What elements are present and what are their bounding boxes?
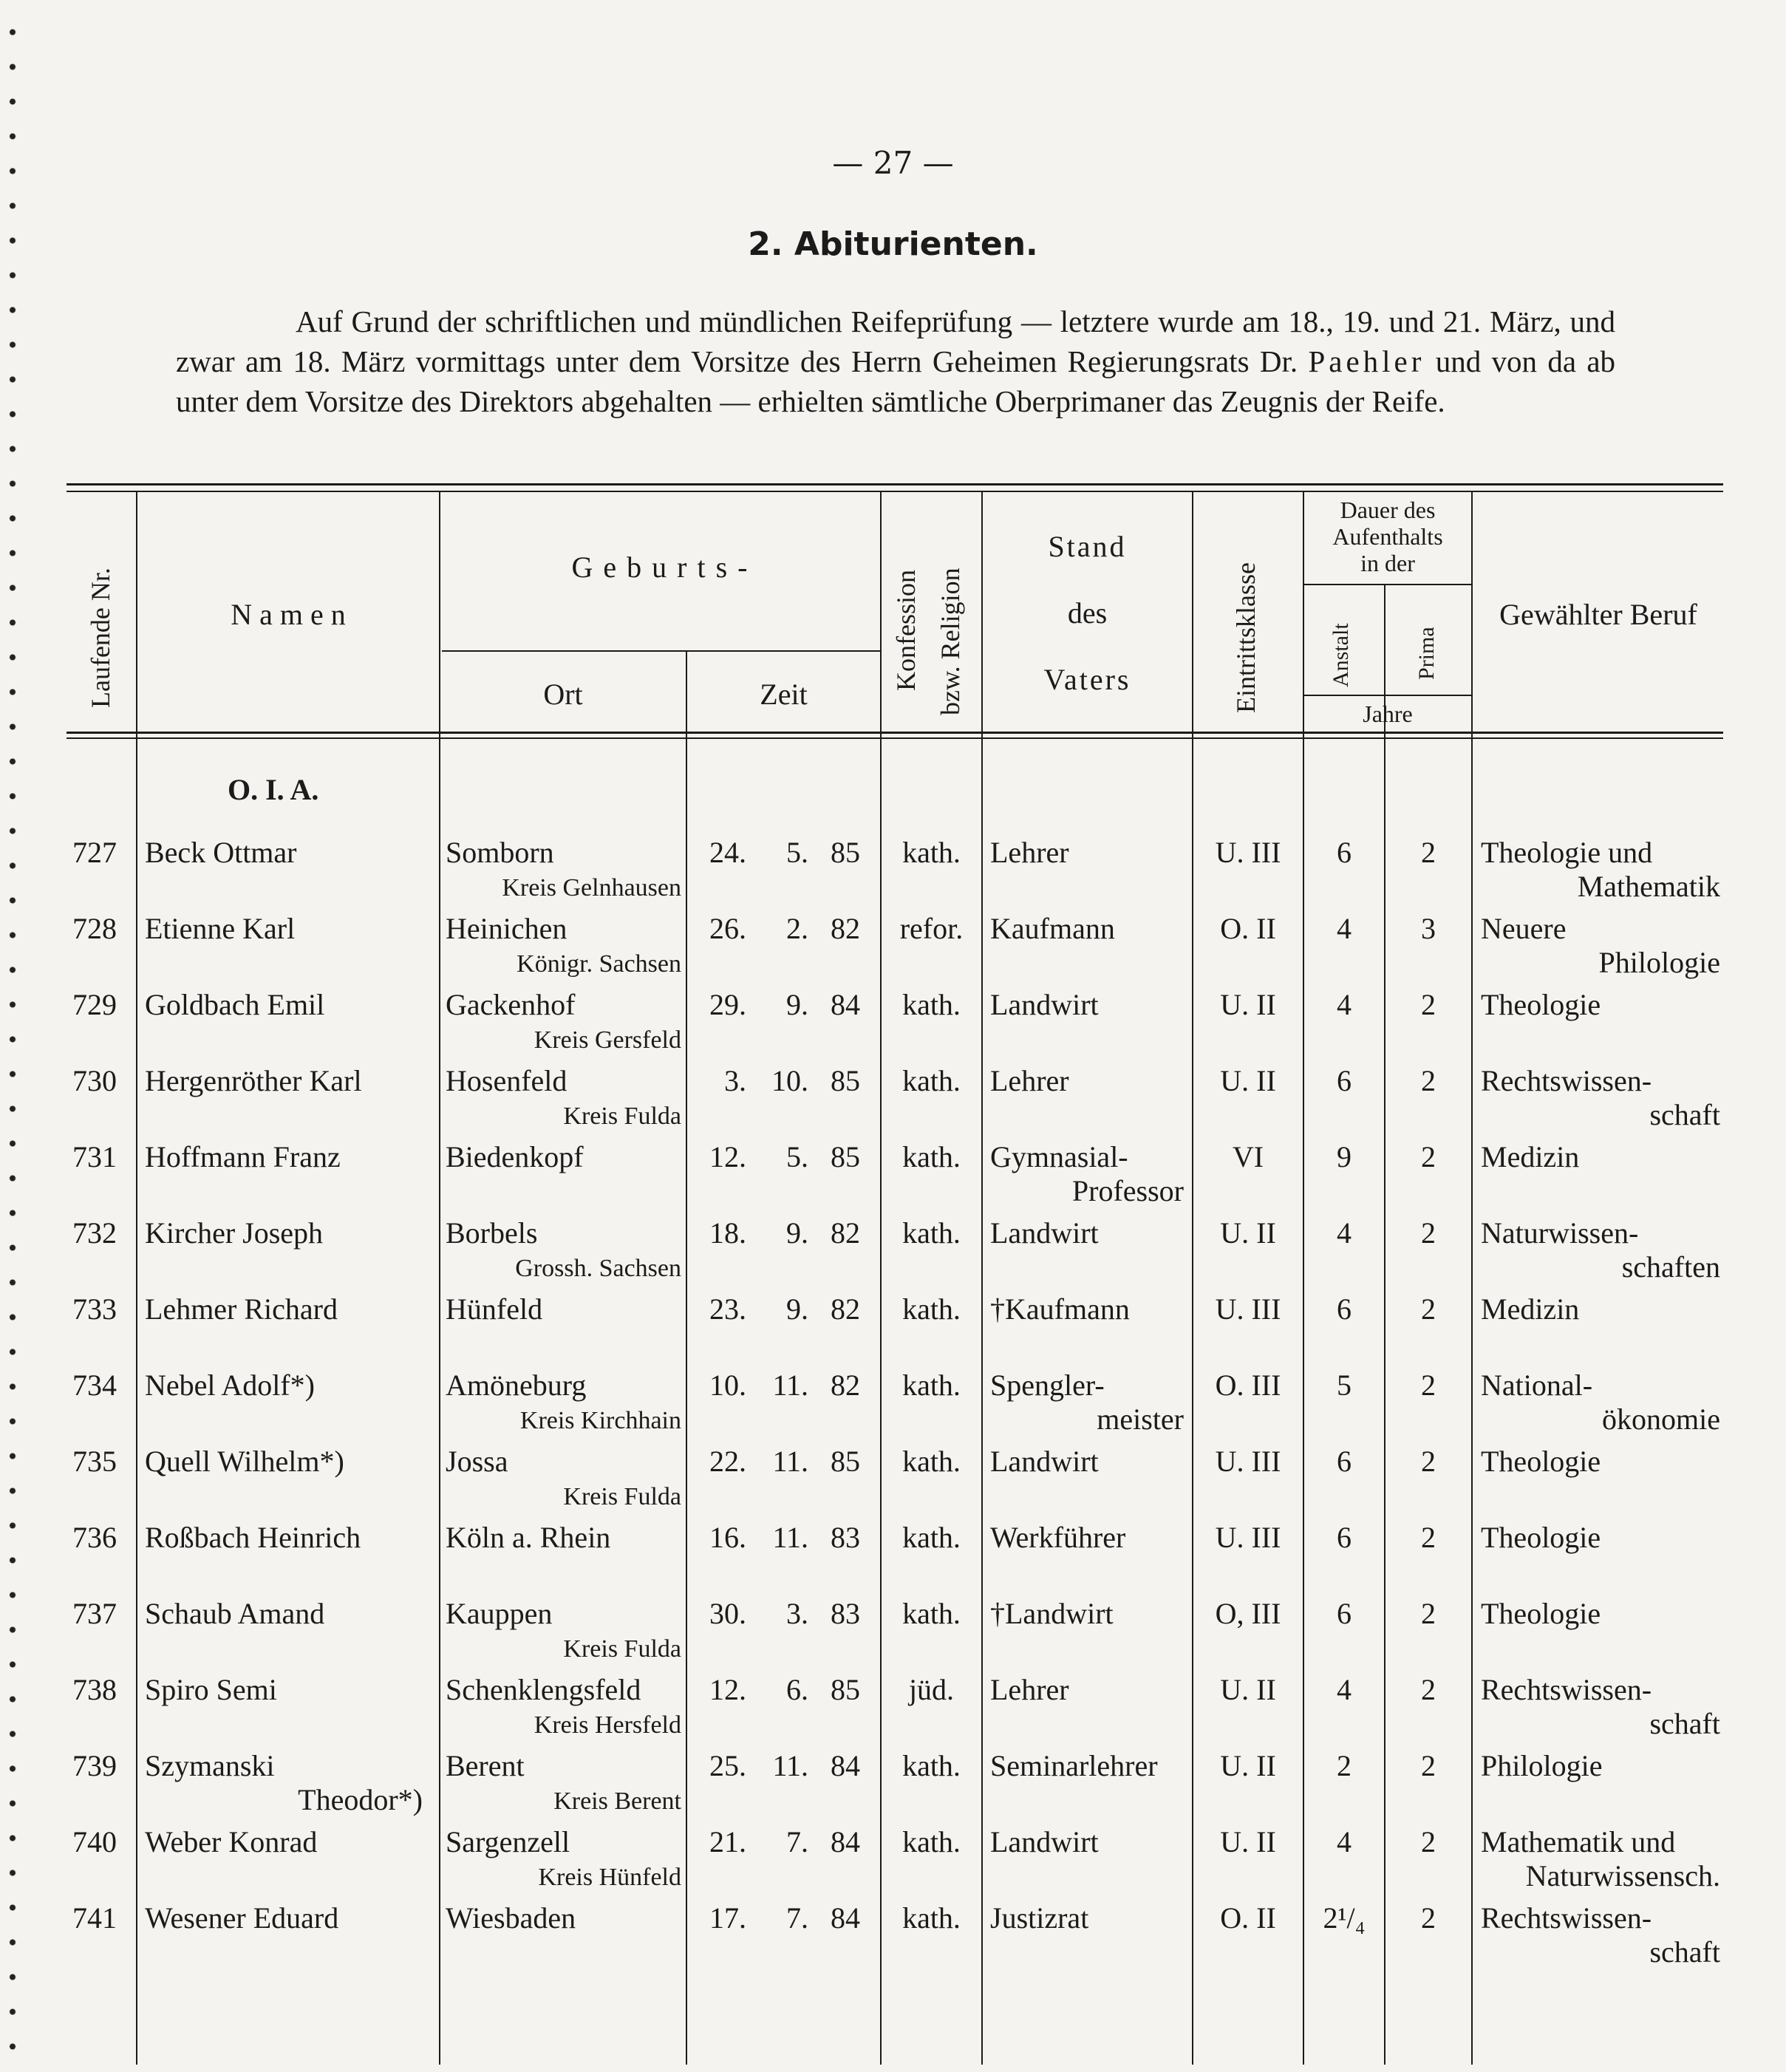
row-birth-month: 11. bbox=[772, 1445, 808, 1478]
row-years-school: 9 bbox=[1337, 1140, 1352, 1173]
row-career: Rechtswissen- bbox=[1481, 1064, 1652, 1097]
row-confession: kath. bbox=[902, 1140, 961, 1173]
row-career-cont: schaften bbox=[1621, 1250, 1720, 1284]
row-entry-class: U. II bbox=[1220, 1064, 1276, 1097]
row-name: Kircher Joseph bbox=[145, 1216, 324, 1250]
row-birth-year: 85 bbox=[831, 1064, 860, 1097]
header-stand-2: des bbox=[1067, 596, 1108, 630]
header-geburts: G e b u r t s - bbox=[571, 551, 749, 584]
row-career-cont: schaft bbox=[1649, 1707, 1720, 1740]
row-years-prima: 2 bbox=[1421, 1369, 1436, 1402]
row-birth-month: 7. bbox=[786, 1901, 808, 1935]
header-dauer-3: in der bbox=[1360, 550, 1415, 576]
row-career: Philologie bbox=[1481, 1749, 1603, 1782]
row-birth-day: 12. bbox=[709, 1673, 746, 1706]
table-top-rule-2 bbox=[67, 491, 1723, 492]
row-entry-class: VI bbox=[1232, 1140, 1264, 1173]
row-number: 741 bbox=[72, 1901, 117, 1935]
row-father-occupation: Landwirt bbox=[990, 988, 1099, 1021]
row-name: Beck Ottmar bbox=[145, 836, 297, 869]
row-birthplace-district: Königr. Sachsen bbox=[517, 950, 681, 978]
row-birthplace: Biedenkopf bbox=[446, 1140, 584, 1173]
row-number: 734 bbox=[72, 1369, 117, 1402]
row-name: Schaub Amand bbox=[145, 1597, 325, 1630]
row-birth-day: 10. bbox=[709, 1369, 746, 1402]
header-bottom-rule-2 bbox=[67, 737, 1723, 739]
row-birth-month: 9. bbox=[786, 988, 808, 1021]
col-rule bbox=[981, 491, 983, 2065]
row-birthplace-district: Kreis Fulda bbox=[563, 1483, 681, 1510]
section-title: 2. Abiturienten. bbox=[748, 225, 1038, 263]
row-name: Lehmer Richard bbox=[145, 1292, 338, 1326]
row-years-prima: 2 bbox=[1421, 1140, 1436, 1173]
row-father-occupation: Gymnasial- bbox=[990, 1140, 1128, 1173]
row-birth-year: 85 bbox=[831, 836, 860, 869]
row-years-school: 6 bbox=[1337, 1064, 1352, 1097]
row-years-school: 6 bbox=[1337, 1521, 1352, 1554]
row-confession: kath. bbox=[902, 1369, 961, 1402]
row-birth-month: 2. bbox=[786, 912, 808, 945]
row-years-school: 4 bbox=[1337, 1825, 1352, 1858]
row-birth-year: 82 bbox=[831, 912, 860, 945]
row-birthplace: Heinichen bbox=[446, 912, 568, 945]
header-zeit: Zeit bbox=[760, 678, 808, 711]
row-career: Medizin bbox=[1481, 1292, 1580, 1326]
row-career-cont: Philologie bbox=[1598, 946, 1720, 979]
row-birth-day: 17. bbox=[709, 1901, 746, 1935]
row-father-occupation: †Landwirt bbox=[990, 1597, 1114, 1630]
row-birth-year: 82 bbox=[831, 1292, 860, 1326]
row-birthplace-district: Kreis Gersfeld bbox=[534, 1026, 681, 1054]
row-birth-day: 12. bbox=[709, 1140, 746, 1173]
row-name: Quell Wilhelm*) bbox=[145, 1445, 344, 1478]
row-father-occupation: Kaufmann bbox=[990, 912, 1115, 945]
row-confession: kath. bbox=[902, 1216, 961, 1250]
row-career: Theologie bbox=[1481, 1445, 1601, 1478]
row-years-prima: 2 bbox=[1421, 988, 1436, 1021]
row-confession: kath. bbox=[902, 1521, 961, 1554]
row-name: Wesener Eduard bbox=[145, 1901, 339, 1935]
row-birth-month: 5. bbox=[786, 836, 808, 869]
row-number: 731 bbox=[72, 1140, 117, 1173]
row-birth-year: 83 bbox=[831, 1597, 860, 1630]
jahre-rule bbox=[1303, 695, 1471, 696]
row-birth-day: 16. bbox=[709, 1521, 746, 1554]
row-birthplace-district: Kreis Gelnhausen bbox=[502, 874, 681, 902]
dauer-rule bbox=[1303, 584, 1471, 585]
row-name: Szymanski bbox=[145, 1749, 275, 1782]
row-years-prima: 2 bbox=[1421, 1064, 1436, 1097]
row-birth-day: 30. bbox=[709, 1597, 746, 1630]
intro-text-2: und von da ab unter dem Vorsitze des Direktors abgehalten — erhielten sämtliche Oberprimaner das Zeugnis der Reife. bbox=[176, 344, 1616, 418]
row-years-school: 6 bbox=[1337, 1445, 1352, 1478]
row-birthplace: Amöneburg bbox=[446, 1369, 587, 1402]
header-prima: Prima bbox=[1414, 627, 1439, 680]
row-birth-month: 10. bbox=[771, 1064, 808, 1097]
row-father-occupation: Seminarlehrer bbox=[990, 1749, 1158, 1782]
row-birthplace-district: Kreis Hersfeld bbox=[534, 1711, 681, 1739]
row-birth-year: 82 bbox=[831, 1216, 860, 1250]
row-career-cont: schaft bbox=[1649, 1935, 1720, 1969]
row-number: 737 bbox=[72, 1597, 117, 1630]
row-number: 732 bbox=[72, 1216, 117, 1250]
header-beruf: Gewählter Beruf bbox=[1499, 598, 1697, 631]
row-number: 728 bbox=[72, 912, 117, 945]
header-ort: Ort bbox=[543, 678, 583, 711]
row-career: Theologie bbox=[1481, 1597, 1601, 1630]
row-birth-day: 3. bbox=[724, 1064, 746, 1097]
header-jahre: Jahre bbox=[1363, 701, 1413, 727]
row-name: Etienne Karl bbox=[145, 912, 296, 945]
row-number: 736 bbox=[72, 1521, 117, 1554]
page-number: — 27 — bbox=[832, 145, 954, 181]
row-confession: kath. bbox=[902, 1064, 961, 1097]
row-years-school: 5 bbox=[1337, 1369, 1352, 1402]
header-dauer-1: Dauer des bbox=[1340, 497, 1436, 523]
row-name: Goldbach Emil bbox=[145, 988, 325, 1021]
row-entry-class: O. II bbox=[1220, 1901, 1276, 1935]
row-birth-year: 82 bbox=[831, 1369, 860, 1402]
row-years-school: 6 bbox=[1337, 836, 1352, 869]
row-entry-class: U. II bbox=[1220, 1673, 1276, 1706]
row-years-prima: 2 bbox=[1421, 1673, 1436, 1706]
row-years-school: 2 bbox=[1337, 1749, 1352, 1782]
row-birthplace: Hosenfeld bbox=[446, 1064, 568, 1097]
header-anstalt: Anstalt bbox=[1329, 623, 1353, 687]
row-birthplace: Berent bbox=[446, 1749, 525, 1782]
table-top-rule bbox=[67, 483, 1723, 485]
row-career-cont: Naturwissensch. bbox=[1525, 1859, 1720, 1892]
row-career-cont: schaft bbox=[1649, 1098, 1720, 1131]
row-birthplace-district: Kreis Kirchhain bbox=[519, 1407, 681, 1434]
row-birth-year: 85 bbox=[831, 1673, 860, 1706]
row-birth-day: 26. bbox=[709, 912, 746, 945]
row-entry-class: U. II bbox=[1220, 1825, 1276, 1858]
row-birth-month: 5. bbox=[786, 1140, 808, 1173]
row-confession: kath. bbox=[902, 1825, 961, 1858]
row-career: Neuere bbox=[1481, 912, 1567, 945]
header-bottom-rule bbox=[67, 732, 1723, 734]
row-career: National- bbox=[1481, 1369, 1593, 1402]
row-years-prima: 2 bbox=[1421, 1825, 1436, 1858]
row-name: Hoffmann Franz bbox=[145, 1140, 341, 1173]
intro-name: Paehler bbox=[1308, 344, 1425, 378]
row-career-cont: ökonomie bbox=[1602, 1403, 1720, 1436]
intro-paragraph bbox=[176, 301, 1615, 421]
intro-text-1: Auf Grund der schriftlichen und mündlichen Reifeprüfung — letztere wurde am 18., 19. und 21. März, und zwar am 18. März vormittags unter dem Vorsitze des Herrn Geheimen Regierungsrats Dr. bbox=[176, 304, 1615, 378]
row-entry-class: U. III bbox=[1215, 1521, 1281, 1554]
row-birth-year: 85 bbox=[831, 1445, 860, 1478]
row-years-school: 4 bbox=[1337, 912, 1352, 945]
row-career: Theologie bbox=[1481, 988, 1601, 1021]
row-birth-day: 29. bbox=[709, 988, 746, 1021]
row-father-occupation-cont: meister bbox=[1097, 1403, 1184, 1436]
header-eintrittsklasse: Eintrittsklasse bbox=[1231, 562, 1261, 713]
row-birth-month: 9. bbox=[786, 1216, 808, 1250]
row-birth-month: 9. bbox=[786, 1292, 808, 1326]
row-confession: kath. bbox=[902, 836, 961, 869]
row-father-occupation: Spengler- bbox=[990, 1369, 1105, 1402]
row-birthplace-district: Kreis Berent bbox=[553, 1788, 681, 1815]
row-confession: kath. bbox=[902, 1597, 961, 1630]
row-number: 738 bbox=[72, 1673, 117, 1706]
row-birthplace-district: Grossh. Sachsen bbox=[515, 1255, 681, 1282]
row-birthplace: Kauppen bbox=[446, 1597, 553, 1630]
row-birth-year: 84 bbox=[831, 1901, 860, 1935]
row-name: Weber Konrad bbox=[145, 1825, 318, 1858]
row-years-prima: 2 bbox=[1421, 1292, 1436, 1326]
row-entry-class: U. II bbox=[1220, 988, 1276, 1021]
header-konfession: Konfession bbox=[891, 570, 921, 691]
row-birthplace: Borbels bbox=[446, 1216, 538, 1250]
row-entry-class: O, III bbox=[1215, 1597, 1281, 1630]
row-career: Rechtswissen- bbox=[1481, 1673, 1652, 1706]
row-father-occupation-cont: Professor bbox=[1071, 1174, 1184, 1207]
row-career-cont: Mathematik bbox=[1577, 870, 1720, 903]
row-years-school: 2¹/₄ bbox=[1323, 1901, 1366, 1935]
row-years-prima: 3 bbox=[1421, 912, 1436, 945]
row-years-prima: 2 bbox=[1421, 1216, 1436, 1250]
row-birthplace: Schenklengsfeld bbox=[446, 1673, 641, 1706]
row-name: Hergenröther Karl bbox=[145, 1064, 362, 1097]
row-number: 735 bbox=[72, 1445, 117, 1478]
header-religion: bzw. Religion bbox=[935, 568, 965, 715]
row-father-occupation: Landwirt bbox=[990, 1216, 1099, 1250]
row-entry-class: O. III bbox=[1215, 1369, 1281, 1402]
row-career: Theologie bbox=[1481, 1521, 1601, 1554]
row-number: 740 bbox=[72, 1825, 117, 1858]
row-birth-day: 18. bbox=[709, 1216, 746, 1250]
row-name: Roßbach Heinrich bbox=[145, 1521, 361, 1554]
row-number: 739 bbox=[72, 1749, 117, 1782]
row-birth-year: 84 bbox=[831, 1749, 860, 1782]
row-career: Medizin bbox=[1481, 1140, 1580, 1173]
row-confession: kath. bbox=[902, 1749, 961, 1782]
row-years-prima: 2 bbox=[1421, 836, 1436, 869]
row-years-prima: 2 bbox=[1421, 1521, 1436, 1554]
header-dauer-2: Aufenthalts bbox=[1332, 523, 1443, 550]
row-birth-month: 11. bbox=[772, 1369, 808, 1402]
row-years-school: 6 bbox=[1337, 1292, 1352, 1326]
binding-holes bbox=[6, 15, 19, 2054]
row-father-occupation: Werkführer bbox=[990, 1521, 1126, 1554]
row-birth-year: 84 bbox=[831, 1825, 860, 1858]
row-birth-day: 24. bbox=[709, 836, 746, 869]
row-number: 727 bbox=[72, 836, 117, 869]
row-birthplace: Hünfeld bbox=[446, 1292, 543, 1326]
row-birth-year: 84 bbox=[831, 988, 860, 1021]
row-name: Spiro Semi bbox=[145, 1673, 277, 1706]
row-confession: kath. bbox=[902, 1292, 961, 1326]
row-birth-day: 21. bbox=[709, 1825, 746, 1858]
row-name-cont: Theodor*) bbox=[298, 1783, 423, 1816]
row-birth-day: 25. bbox=[709, 1749, 746, 1782]
row-birthplace-district: Kreis Fulda bbox=[563, 1635, 681, 1663]
row-birth-month: 11. bbox=[772, 1749, 808, 1782]
row-confession: jüd. bbox=[908, 1673, 955, 1706]
row-birthplace: Sargenzell bbox=[446, 1825, 570, 1858]
row-birth-month: 11. bbox=[772, 1521, 808, 1554]
row-father-occupation: †Kaufmann bbox=[990, 1292, 1130, 1326]
row-father-occupation: Justizrat bbox=[990, 1901, 1089, 1935]
row-birthplace: Gackenhof bbox=[446, 988, 576, 1021]
row-father-occupation: Landwirt bbox=[990, 1445, 1099, 1478]
row-entry-class: U. III bbox=[1215, 1445, 1281, 1478]
row-confession: kath. bbox=[902, 1901, 961, 1935]
row-years-school: 4 bbox=[1337, 1673, 1352, 1706]
row-career: Theologie und bbox=[1481, 836, 1653, 869]
row-years-prima: 2 bbox=[1421, 1901, 1436, 1935]
row-birth-month: 6. bbox=[786, 1673, 808, 1706]
row-years-prima: 2 bbox=[1421, 1597, 1436, 1630]
row-career: Naturwissen- bbox=[1481, 1216, 1639, 1250]
row-entry-class: U. II bbox=[1220, 1216, 1276, 1250]
row-birthplace: Jossa bbox=[446, 1445, 508, 1478]
col-rule bbox=[136, 491, 137, 2065]
row-number: 733 bbox=[72, 1292, 117, 1326]
row-number: 729 bbox=[72, 988, 117, 1021]
row-father-occupation: Lehrer bbox=[990, 1064, 1069, 1097]
row-number: 730 bbox=[72, 1064, 117, 1097]
row-career: Rechtswissen- bbox=[1481, 1901, 1652, 1935]
row-years-school: 4 bbox=[1337, 988, 1352, 1021]
geburts-rule bbox=[442, 650, 880, 652]
row-entry-class: O. II bbox=[1220, 912, 1276, 945]
row-birth-year: 85 bbox=[831, 1140, 860, 1173]
header-stand-1: Stand bbox=[1048, 530, 1127, 563]
row-birth-year: 83 bbox=[831, 1521, 860, 1554]
row-birth-month: 7. bbox=[786, 1825, 808, 1858]
row-confession: kath. bbox=[902, 988, 961, 1021]
row-entry-class: U. III bbox=[1215, 836, 1281, 869]
subsection-label: O. I. A. bbox=[228, 773, 319, 806]
row-confession: refor. bbox=[899, 912, 964, 945]
row-birth-day: 23. bbox=[709, 1292, 746, 1326]
row-years-prima: 2 bbox=[1421, 1749, 1436, 1782]
header-namen: N a m e n bbox=[231, 598, 346, 631]
row-entry-class: U. III bbox=[1215, 1292, 1281, 1326]
row-name: Nebel Adolf*) bbox=[145, 1369, 315, 1402]
row-years-prima: 2 bbox=[1421, 1445, 1436, 1478]
row-father-occupation: Lehrer bbox=[990, 836, 1069, 869]
row-father-occupation: Landwirt bbox=[990, 1825, 1099, 1858]
header-stand-3: Vaters bbox=[1043, 663, 1131, 696]
row-career: Mathematik und bbox=[1481, 1825, 1676, 1858]
row-father-occupation: Lehrer bbox=[990, 1673, 1069, 1706]
col-rule bbox=[439, 491, 440, 2065]
row-confession: kath. bbox=[902, 1445, 961, 1478]
row-birthplace: Somborn bbox=[446, 836, 554, 869]
row-entry-class: U. II bbox=[1220, 1749, 1276, 1782]
row-birthplace: Wiesbaden bbox=[446, 1901, 576, 1935]
row-years-school: 6 bbox=[1337, 1597, 1352, 1630]
row-birthplace-district: Kreis Hünfeld bbox=[538, 1864, 681, 1891]
row-birth-day: 22. bbox=[709, 1445, 746, 1478]
row-years-school: 4 bbox=[1337, 1216, 1352, 1250]
row-birth-month: 3. bbox=[786, 1597, 808, 1630]
header-laufende-nr: Laufende Nr. bbox=[86, 568, 115, 708]
row-birthplace: Köln a. Rhein bbox=[446, 1521, 611, 1554]
row-birthplace-district: Kreis Fulda bbox=[563, 1103, 681, 1130]
